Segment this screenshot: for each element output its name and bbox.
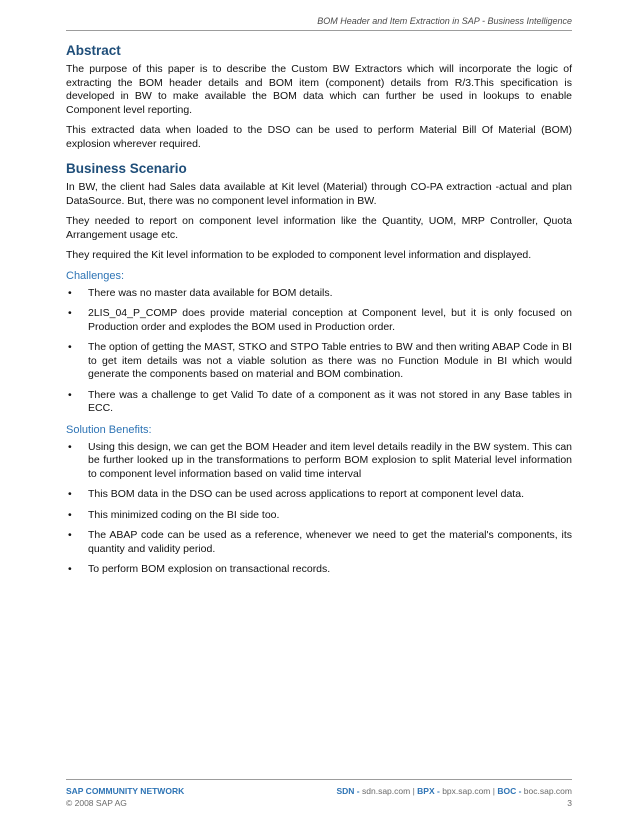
challenge-item <box>66 287 572 301</box>
benefit-item <box>66 441 572 482</box>
abstract-paragraph: The purpose of this paper is to describe the Custom BW Extractors which will incorporate the logic of extracting the BOM header details and BOM item (component) details from R/3.This specification is developed in BW to make available the BOM data which can further be used in lookups to enable Component level reporting. <box>66 63 572 116</box>
running-header <box>66 14 572 31</box>
scenario-paragraph: In BW, the client had Sales data available at Kit level (Material) through CO-PA extraction -actual and plan DataSource. But, there was no component level information in BW. <box>66 181 572 207</box>
footer-sdn-label: SDN - <box>336 786 360 796</box>
scenario-paragraph: They needed to report on component level information like the Quantity, UOM, MRP Controller, Quota Arrangement usage etc. <box>66 215 572 241</box>
benefit-item <box>66 563 572 577</box>
challenge-item <box>66 341 572 382</box>
footer-page-number: 3 <box>567 798 572 808</box>
bullet-icon: • <box>68 529 72 541</box>
challenge-item <box>66 307 572 334</box>
footer-boc-label: BOC - <box>497 786 522 796</box>
bullet-icon: • <box>68 286 72 299</box>
benefit-text: Using this design, we can get the BOM Header and item level details readily in the BW system. This can be further looked up in the transformations to perform BOM explosion to split Material level information to component level information based on valid time interval <box>88 440 572 480</box>
challenge-item <box>66 389 572 416</box>
footer-network-name: SAP COMMUNITY NETWORK <box>66 786 185 796</box>
bullet-icon: • <box>68 388 72 401</box>
scenario-paragraph: They required the Kit level information to be exploded to component level information and displayed. <box>66 249 532 261</box>
benefit-text: This BOM data in the DSO can be used across applications to report at component level data. <box>88 488 524 500</box>
page-content <box>66 43 572 585</box>
bullet-icon: • <box>68 341 72 353</box>
benefit-text: To perform BOM explosion on transactional records. <box>88 563 331 575</box>
bullet-icon: • <box>68 440 72 453</box>
bullet-icon: • <box>68 307 72 319</box>
challenge-text: There was no master data available for BOM details. <box>88 286 333 299</box>
bullet-icon: • <box>68 563 72 575</box>
solution-benefits-heading: Solution Benefits: <box>66 423 152 436</box>
challenge-text: 2LIS_04_P_COMP does provide material conception at Component level, but it is only focused on Production order and explodes the BOM used in Production order. <box>88 307 572 333</box>
bullet-icon: • <box>68 488 72 500</box>
benefit-item <box>66 488 572 502</box>
challenge-text: The option of getting the MAST, STKO and STPO Table entries to BW and then writing ABAP Code in BI to get item details was not a viable solution as there was no Function Module in BI which would generate the components based on material and BOM combination. <box>88 341 572 380</box>
page-footer <box>66 779 572 810</box>
footer-links: SDN - sdn.sap.com | BPX - bpx.sap.com | BOC - boc.sap.com <box>336 786 572 796</box>
abstract-paragraph: This extracted data when loaded to the DSO can be used to perform Material Bill Of Material (BOM) explosion wherever required. <box>66 124 572 150</box>
benefit-item <box>66 509 572 523</box>
challenges-list <box>66 287 572 416</box>
footer-boc-link[interactable]: boc.sap.com <box>523 786 572 796</box>
benefit-text: This minimized coding on the BI side too. <box>88 508 280 521</box>
footer-copyright: © 2008 SAP AG <box>66 798 127 808</box>
footer-bpx-link[interactable]: bpx.sap.com <box>442 786 491 796</box>
challenge-text: There was a challenge to get Valid To date of a component as it was not stored in any Base tables in ECC. <box>88 388 572 414</box>
footer-bpx-label: BPX - <box>417 786 440 796</box>
benefits-list <box>66 441 572 577</box>
abstract-heading: Abstract <box>66 43 121 58</box>
benefit-text: The ABAP code can be used as a reference, whenever we need to get the material's components, its quantity and validity period. <box>88 529 572 555</box>
business-scenario-heading: Business Scenario <box>66 161 187 176</box>
bullet-icon: • <box>68 508 72 521</box>
header-title: BOM Header and Item Extraction in SAP - Business Intelligence <box>317 16 572 26</box>
benefit-item <box>66 529 572 556</box>
footer-sdn-link[interactable]: sdn.sap.com <box>362 786 411 796</box>
challenges-heading: Challenges: <box>66 269 125 282</box>
